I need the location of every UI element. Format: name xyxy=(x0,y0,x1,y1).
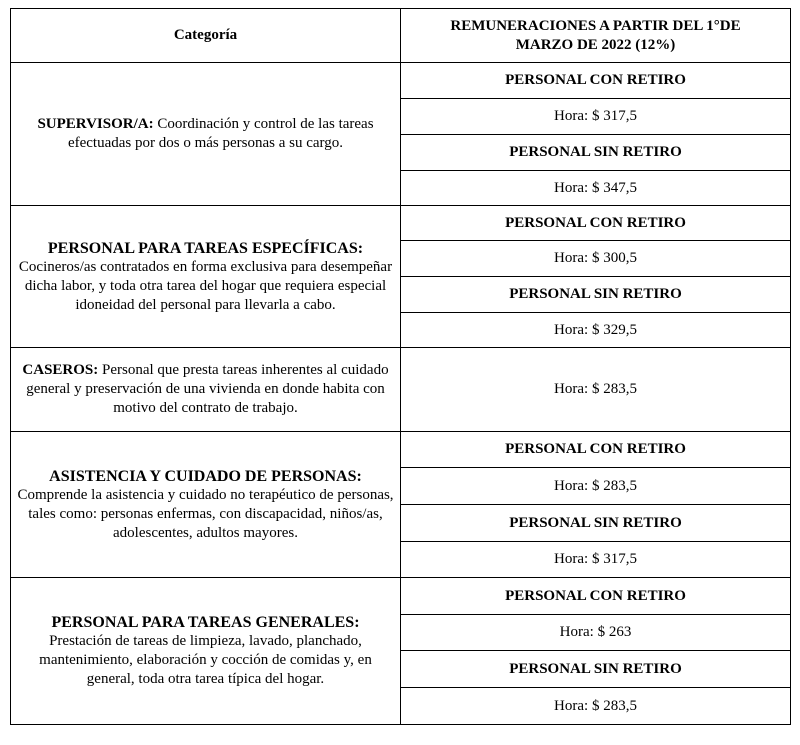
category-cell-asistencia xyxy=(11,432,401,578)
label-con-retiro: PERSONAL CON RETIRO xyxy=(401,432,791,468)
rate-single: Hora: $ 283,5 xyxy=(401,348,791,432)
label-con-retiro: PERSONAL CON RETIRO xyxy=(401,63,791,99)
category-cell-supervisor xyxy=(11,63,401,206)
rate-sin-retiro: Hora: $ 329,5 xyxy=(401,313,791,348)
header-remuneration-line1: REMUNERACIONES A PARTIR DEL 1°DE xyxy=(450,17,741,34)
table-row xyxy=(11,578,791,615)
table-row xyxy=(11,63,791,99)
table-row xyxy=(11,348,791,432)
wage-table xyxy=(10,8,791,725)
rate-sin-retiro: Hora: $ 283,5 xyxy=(401,688,791,725)
rate-con-retiro: Hora: $ 283,5 xyxy=(401,468,791,505)
header-remuneration xyxy=(401,9,791,63)
category-cell-tareas-generales xyxy=(11,578,401,725)
table-header-row xyxy=(11,9,791,63)
category-description: Coordinación y control de las tareas efectuadas por dos o más personas a su cargo. xyxy=(67,116,374,151)
label-sin-retiro: PERSONAL SIN RETIRO xyxy=(401,505,791,542)
rate-con-retiro: Hora: $ 300,5 xyxy=(401,241,791,277)
category-cell-caseros xyxy=(11,348,401,432)
rate-con-retiro: Hora: $ 263 xyxy=(401,615,791,651)
category-title: PERSONAL PARA TAREAS ESPECÍFICAS: xyxy=(47,239,364,257)
category-title: ASISTENCIA Y CUIDADO DE PERSONAS: xyxy=(49,467,362,485)
rate-con-retiro: Hora: $ 317,5 xyxy=(401,99,791,135)
category-title: PERSONAL PARA TAREAS GENERALES: xyxy=(51,614,360,631)
category-description: Cocineros/as contratados en forma exclusiva para desempeñar dicha labor, y toda otra tarea del hogar que requiera especial idoneidad del personal para llevarla a cabo. xyxy=(18,258,393,313)
rate-sin-retiro: Hora: $ 317,5 xyxy=(401,542,791,578)
label-sin-retiro: PERSONAL SIN RETIRO xyxy=(401,135,791,171)
rate-sin-retiro: Hora: $ 347,5 xyxy=(401,171,791,206)
category-description: Comprende la asistencia y cuidado no terapéutico de personas, tales como: personas enfermas, con discapacidad, niños/as, adolescentes, adultos mayores. xyxy=(17,486,394,541)
category-description: Personal que presta tareas inherentes al cuidado general y preservación de una vivienda en donde habita con motivo del contrato de trabajo. xyxy=(26,362,389,416)
label-con-retiro: PERSONAL CON RETIRO xyxy=(401,578,791,615)
label-sin-retiro: PERSONAL SIN RETIRO xyxy=(401,277,791,313)
table-row xyxy=(11,432,791,468)
header-category: Categoría xyxy=(11,9,401,63)
category-title: SUPERVISOR/A: xyxy=(37,116,154,132)
label-con-retiro: PERSONAL CON RETIRO xyxy=(401,206,791,241)
category-cell-tareas-especificas xyxy=(11,206,401,348)
category-description: Prestación de tareas de limpieza, lavado, planchado, mantenimiento, elaboración y cocción de comidas y, en general, toda otra tarea típica del hogar. xyxy=(39,633,372,687)
table-row xyxy=(11,206,791,241)
label-sin-retiro: PERSONAL SIN RETIRO xyxy=(401,651,791,688)
header-remuneration-line2: MARZO DE 2022 (12%) xyxy=(515,36,676,53)
category-title: CASEROS: xyxy=(22,362,99,378)
